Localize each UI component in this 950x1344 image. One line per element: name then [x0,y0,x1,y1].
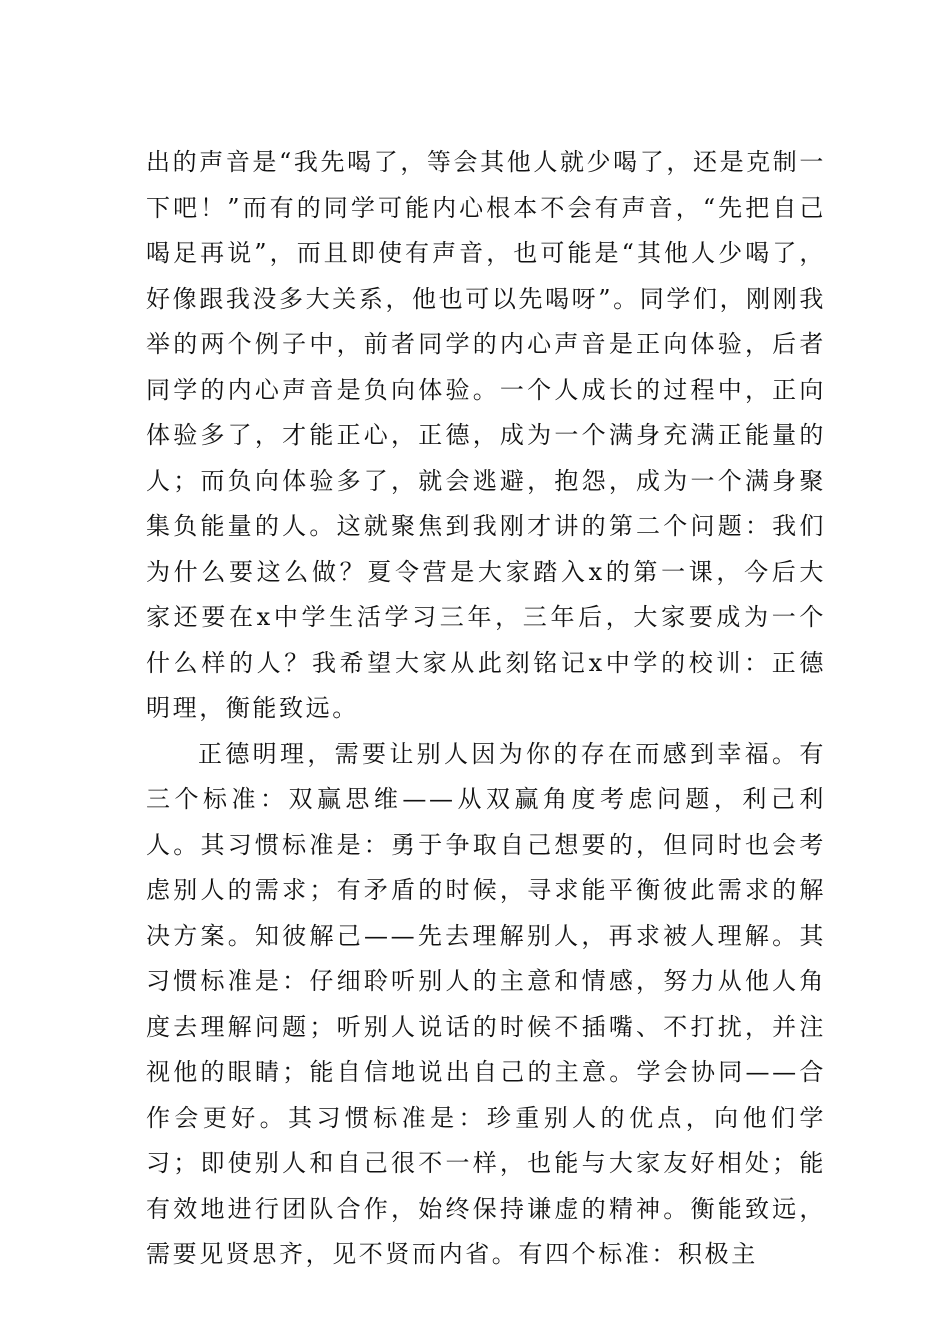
paragraph-1: 出的声音是“我先喝了，等会其他人就少喝了，还是克制一下吧！”而有的同学可能内心根本不会有声音，“先把自己喝足再说”，而且即使有声音，也可能是“其他人少喝了，好像跟我没多大关系，他也可以先喝呀”。同学们，刚刚我举的两个例子中，前者同学的内心声音是正向体验，后者同学的内心声音是负向体验。一个人成长的过程中，正向体验多了，才能正心，正德，成为一个满身充满正能量的人；而负向体验多了，就会逃避，抱怨，成为一个满身聚集负能量的人。这就聚焦到我刚才讲的第二个问题：我们为什么要这么做？夏令营是大家踏入x的第一课，今后大家还要在x中学生活学习三年，三年后，大家要成为一个什么样的人？我希望大家从此刻铭记x中学的校训：正德明理，衡能致远。 [146,148,826,722]
body-text [146,140,826,1278]
paragraph-2: 正德明理，需要让别人因为你的存在而感到幸福。有三个标准：双赢思维——从双赢角度考虑问题，利己利人。其习惯标准是：勇于争取自己想要的，但同时也会考虑别人的需求；有矛盾的时候，寻求能平衡彼此需求的解决方案。知彼解己——先去理解别人，再求被人理解。其习惯标准是：仔细聆听别人的主意和情感，努力从他人角度去理解问题；听别人说话的时候不插嘴、不打扰，并注视他的眼睛；能自信地说出自己的主意。学会协同——合作会更好。其习惯标准是：珍重别人的优点，向他们学习；即使别人和自己很不一样，也能与大家友好相处；能有效地进行团队合作，始终保持谦虚的精神。衡能致远，需要见贤思齐，见不贤而内省。有四个标准：积极主 [146,739,826,1268]
